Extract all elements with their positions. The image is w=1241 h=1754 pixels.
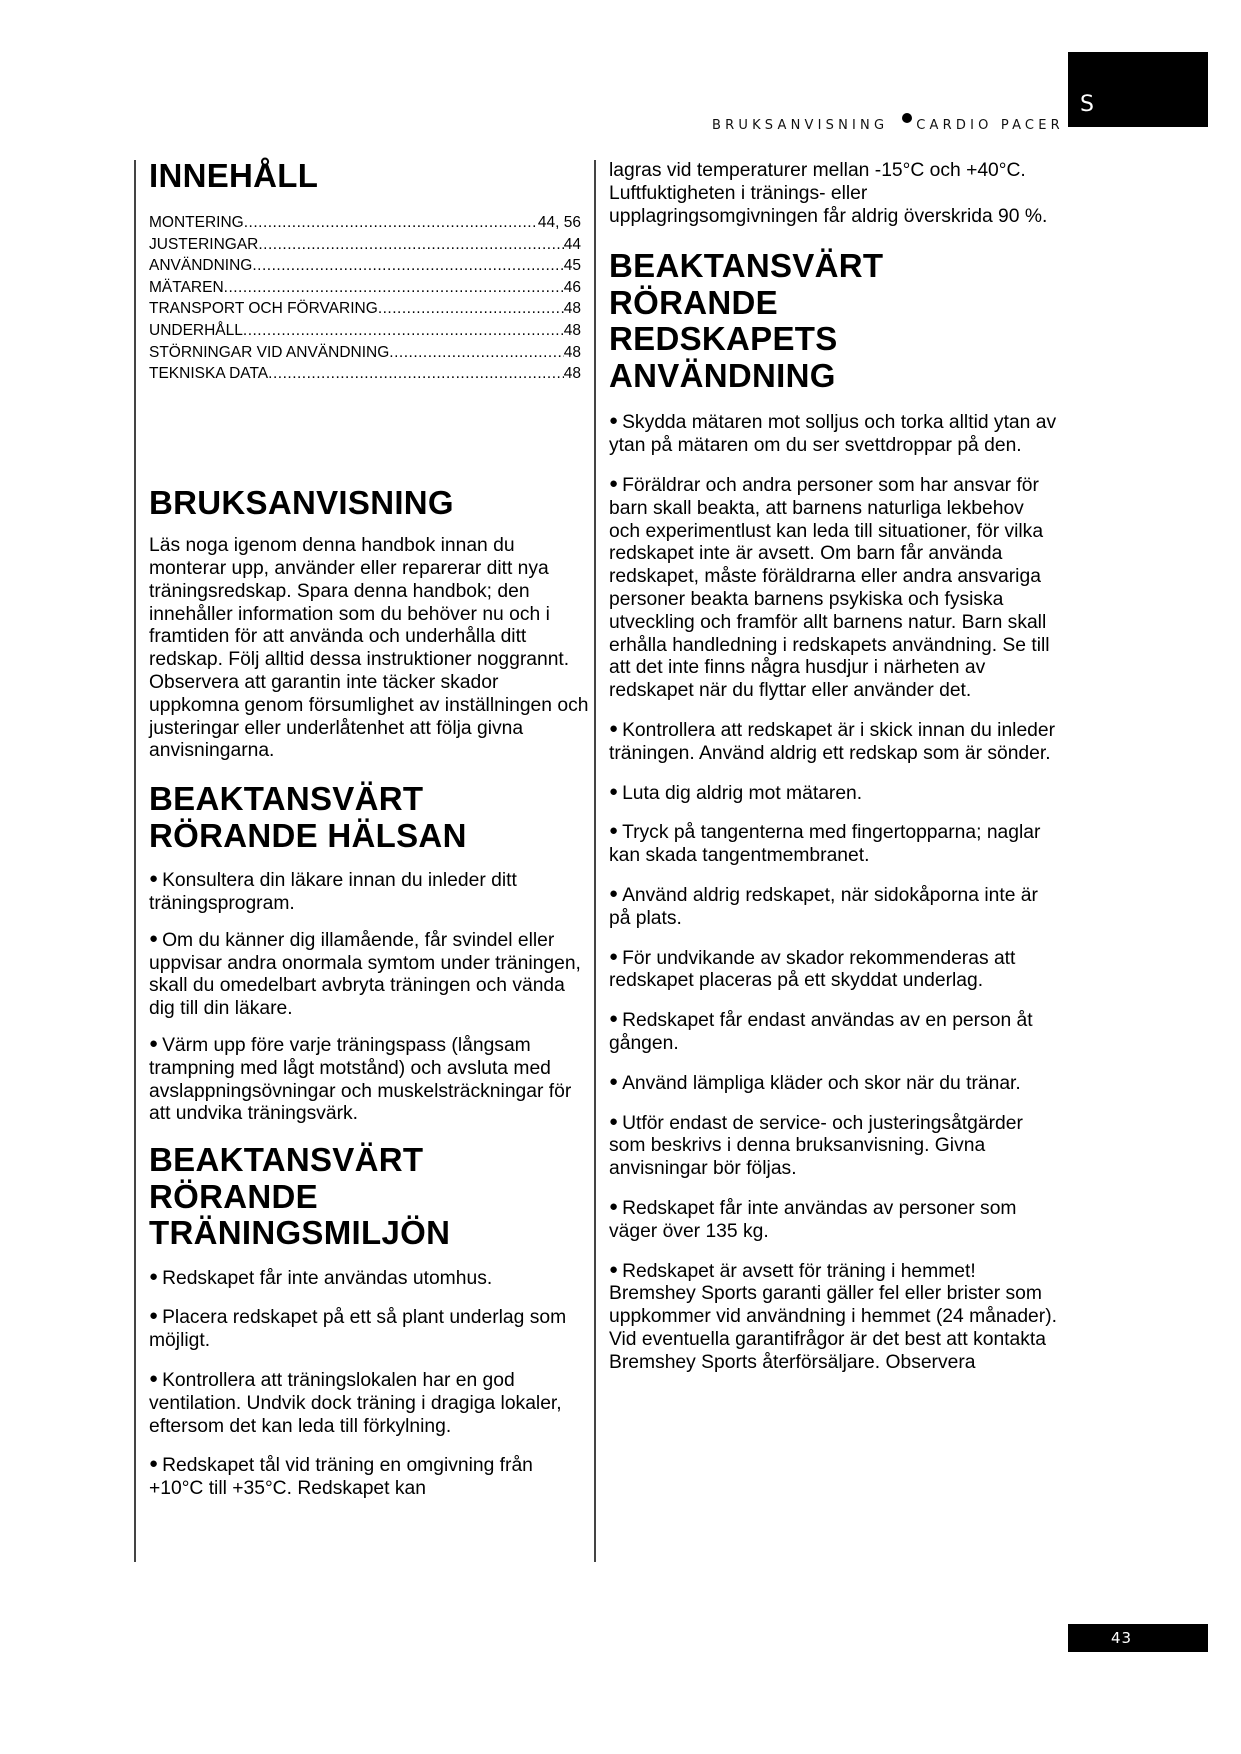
toc-entry[interactable]: UNDERHÅLL ..... 48 xyxy=(149,320,581,342)
bullet-item: ● Kontrollera att redskapet är i skick innan du inleder träningen. Använd aldrig ett redskap som är sönder. xyxy=(609,719,1056,764)
bullet-item: ● För undvikande av skador rekommenderas att redskapet placeras på ett skyddat underlag. xyxy=(609,947,1016,992)
toc-entry[interactable]: STÖRNINGAR VID ANVÄNDNING ..... 48 xyxy=(149,342,581,364)
leader-dots xyxy=(258,234,563,256)
bullet-icon: ● xyxy=(149,1455,159,1473)
product-name: CARDIO PACER xyxy=(916,118,1064,133)
bullet-icon: ● xyxy=(609,822,619,840)
leader-dots xyxy=(268,363,564,385)
toc-entry[interactable]: TRANSPORT OCH FÖRVARING ..... 48 xyxy=(149,298,581,320)
leader-dots xyxy=(243,320,564,342)
bullet-icon: ● xyxy=(609,1072,619,1090)
right-column xyxy=(609,160,1059,1374)
bullet-icon: ● xyxy=(149,1370,159,1388)
bullet-item: ● Föräldrar och andra personer som har ansvar för barn skall beakta, att barnens naturliga lekbehov och experimentlust kan leda till situationer, för vilka redskapet inte är avsett. Om barn får använda redskapet, måste föräldrarna eller andra ansvariga personer beakta barnens psykiska och fysiska utveckling och framför allt barnens natur. Barn skall erhålla handledning i redskapets användning. Se till att det inte finns några husdjur i närheten av redskapet när du flyttar eller använder det. xyxy=(609,474,1050,702)
bullet-item: ● Om du känner dig illamående, får svindel eller uppvisar andra onormala symtom under träningen, skall du omedelbart avbryta träningen och vända dig till din läkare. xyxy=(149,929,581,1020)
table-of-contents xyxy=(149,212,589,385)
toc-entry[interactable]: TEKNISKA DATA ..... 48 xyxy=(149,363,581,385)
toc-entry[interactable]: JUSTERINGAR ..... 44 xyxy=(149,234,581,256)
bullet-icon: ● xyxy=(149,1307,159,1325)
toc-entry[interactable]: ANVÄNDNING ..... 45 xyxy=(149,255,581,277)
bullet-icon: ● xyxy=(609,719,619,737)
running-header xyxy=(712,113,1064,133)
bullet-icon: ● xyxy=(609,947,619,965)
bullet-icon: ● xyxy=(149,1267,159,1285)
bullet-item: ● Kontrollera att träningslokalen har en god ventilation. Undvik dock träning i dragiga lokaler, eftersom det kan leda till förkylning. xyxy=(149,1370,562,1437)
bullet-icon: ● xyxy=(609,1260,619,1278)
manual-label: BRUKSANVISNING xyxy=(712,118,889,133)
bullet-item: ● Utför endast de service- och justeringsåtgärder som beskrivs i denna bruksanvisning. Givna anvisningar bör följas. xyxy=(609,1112,1023,1180)
left-column-rule xyxy=(134,160,136,1562)
intro-heading: BRUKSANVISNING xyxy=(149,483,454,521)
bullet-item: ● Använd aldrig redskapet, när sidokåporna inte är på plats. xyxy=(609,884,1038,929)
bullet-item: ● Placera redskapet på ett så plant underlag som möjligt. xyxy=(149,1307,567,1352)
bullet-item: ● Tryck på tangenterna med fingertopparna; naglar kan skada tangentmembranet. xyxy=(609,822,1041,867)
leader-dots xyxy=(244,212,538,234)
usage-heading: BEAKTANSVÄRT RÖRANDE REDSKAPETS ANVÄNDNING xyxy=(609,247,884,394)
page-number-badge xyxy=(1068,1624,1208,1652)
bullet-icon: ● xyxy=(149,1035,159,1052)
bullet-icon: ● xyxy=(609,412,619,430)
bullet-item: ● Använd lämpliga kläder och skor när du tränar. xyxy=(609,1072,1021,1094)
bullet-item: ● Redskapet får endast användas av en person åt gången. xyxy=(609,1010,1033,1054)
bullet-item: ● Redskapet får inte användas av personer som väger över 135 kg. xyxy=(609,1197,1017,1242)
bullet-item: ● Redskapet tål vid träning en omgivning från +10°C till +35°C. Redskapet kan xyxy=(149,1455,533,1500)
bullet-item: ● Redskapet får inte användas utomhus. xyxy=(149,1267,493,1289)
continued-text: lagras vid temperaturer mellan -15°C och +40°C. Luftfuktigheten i tränings- eller upplagringsomgivningen får aldrig överskrida 90 %. xyxy=(609,160,1048,227)
bullet-icon: ● xyxy=(149,870,159,888)
toc-entry[interactable]: MONTERING ..... 44, 56 xyxy=(149,212,581,234)
leader-dots xyxy=(378,298,564,320)
bullet-icon: ● xyxy=(609,782,619,800)
bullet-item: ● Skydda mätaren mot solljus och torka alltid ytan av ytan på mätaren om du ser svettdroppar på den. xyxy=(609,412,1057,457)
language-tab xyxy=(1068,52,1208,127)
bullet-icon: ● xyxy=(609,474,619,492)
bullet-icon: ● xyxy=(609,1197,619,1215)
toc-title: INNEHÅLL xyxy=(149,157,319,194)
left-column xyxy=(149,158,589,1501)
environment-heading: BEAKTANSVÄRT RÖRANDE TRÄNINGSMILJÖN xyxy=(149,1141,451,1252)
intro-text: Läs noga igenom denna handbok innan du monterar upp, använder eller reparerar ditt nya träningsredskap. Spara denna handbok; den innehåller information som du behöver nu och i framtiden för att använda och underhålla ditt redskap. Följ alltid dessa instruktioner noggrannt. Observera att garantin inte täcker skador uppkomna genom försumlighet av inställningen och justeringar eller underlåtenhet att följa givna anvisningarna. xyxy=(149,535,589,762)
bullet-dot-icon xyxy=(902,113,912,123)
health-heading: BEAKTANSVÄRT RÖRANDE HÄLSAN xyxy=(149,780,467,854)
bullet-icon: ● xyxy=(149,929,159,947)
bullet-icon: ● xyxy=(609,884,619,902)
bullet-item: ● Konsultera din läkare innan du inleder ditt träningsprogram. xyxy=(149,870,517,915)
bullet-item: ● Luta dig aldrig mot mätaren. xyxy=(609,782,863,804)
bullet-item: ● Värm upp före varje träningspass (långsam trampning med lågt motstånd) och avsluta med avslappningsövningar och muskelsträckningar för att undvika träningsvärk. xyxy=(149,1035,572,1125)
toc-entry[interactable]: MÄTAREN ..... 46 xyxy=(149,277,581,299)
leader-dots xyxy=(252,255,563,277)
bullet-item: ● Redskapet är avsett för träning i hemmet! Bremshey Sports garanti gäller fel eller brister som uppkommer vid användning i hemmet (24 månader). Vid eventuella garantifrågor är det best att kontakta Bremshey Sports återförsäljare. Observera xyxy=(609,1260,1057,1373)
bullet-icon: ● xyxy=(609,1010,619,1028)
right-column-rule xyxy=(594,160,596,1562)
leader-dots xyxy=(224,277,564,299)
bullet-icon: ● xyxy=(609,1112,619,1130)
language-tab-label: S xyxy=(1080,92,1094,117)
page-number: 43 xyxy=(1111,1629,1133,1647)
leader-dots xyxy=(389,342,563,364)
